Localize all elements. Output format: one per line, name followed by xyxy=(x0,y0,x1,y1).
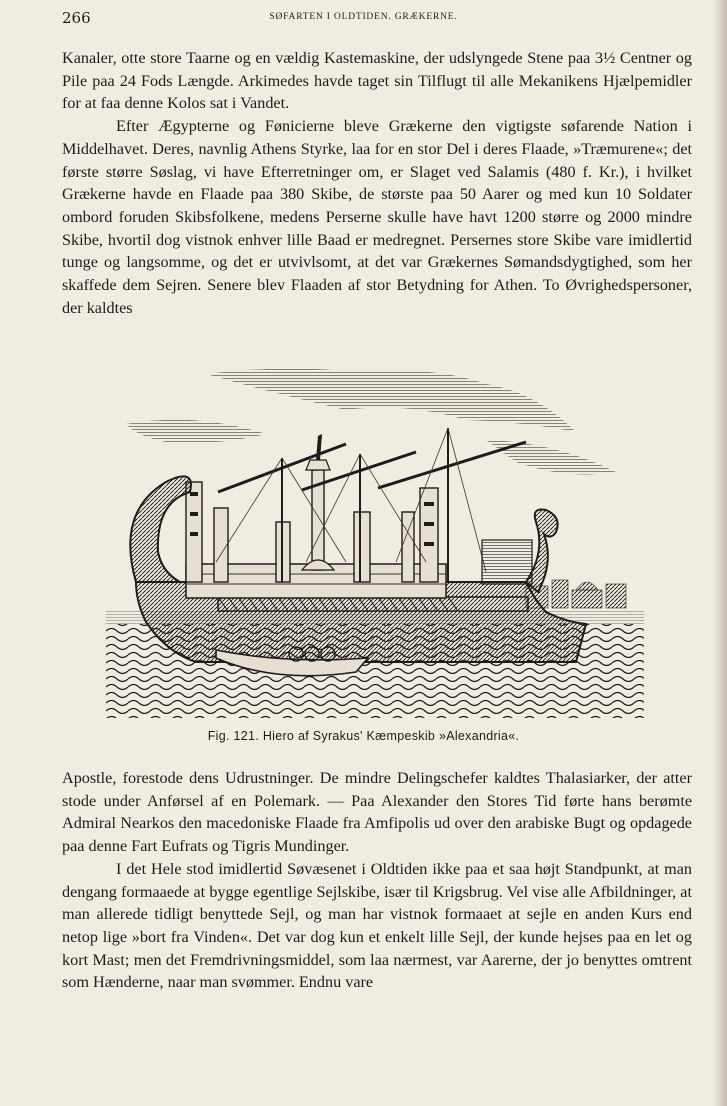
paragraph: Apostle, forestode dens Udrustninger. De mindre Delingschefer kaldtes Thalasiarker, der atter stode under Anførsel af en Polemark. — Paa Alexander den Stores Tid førte hans berømte Admiral Nearkos den macedoniske Flaade fra Amfipolis ud over den arabiske Bugt og opdagede paa denne Fart Eufrats og Tigris Mundinger. xyxy=(62,769,692,856)
page-edge-shadow xyxy=(713,0,727,1106)
paragraph: Efter Ægypterne og Fønicierne bleve Grækerne den vigtigste søfarende Nation i Middelhavet. Deres, navnlig Athens Styrke, laa for en stor Del i deres Flaade, »Træmurene«; det første større Søslag, vi have Efterretninger om, er Slaget ved Salamis (480 f. Kr.), i hvilket Grækerne havde en Flaade paa 380 Skibe, de største paa 50 Aarer og med kun 10 Soldater ombord foruden Skibsfolkene, medens Perserne skulle have havt 1200 større og 2000 mindre Skibe, hvortil dog vistnok enhver lille Baad er medregnet. Persernes store Skibe vare imidlertid tunge og langsomme, og det er utvivlsomt, at det var Grækernes Sømandsdygtighed, som her skaffede dem Sejren. Senere blev Flaaden af stor Betydning for Athen. To Øvrighedspersoner, der kaldtes xyxy=(62,117,692,317)
ship-illustration xyxy=(106,362,644,718)
paragraph: Kanaler, otte store Taarne og en vældig Kastemaskine, der udslyngede Stene paa 3½ Centner og Pile paa 24 Fods Længde. Arkimedes havde taget sin Tilflugt til alle Mekanikens Hjælpemidler for at faa denne Kolos sat i Vandet. xyxy=(62,49,692,113)
page-number: 266 xyxy=(62,9,91,27)
cloud xyxy=(486,440,616,474)
paragraph: I det Hele stod imidlertid Søvæsenet i Oldtiden ikke paa et saa højt Standpunkt, at man dengang formaaede at bygge egentlige Sejlskibe, især til Krigsbrug. Vel vise alle Afbildninger, at man allerede tidligt benyttede Sejl, og man har vistnok formaaet at sejle en anden Kurs end netop lige »bort fra Vinden«. Det var dog kun et enkelt lille Sejl, der kunde hejses paa en let og kort Mast; men det Fremdrivningsmiddel, som laa nærmest, var Aarerne, der jo benyttes omtrent som Hænderne, naar man svømmer. Endnu vare xyxy=(62,859,692,992)
ship-engraving xyxy=(106,362,644,718)
cloud xyxy=(206,368,576,432)
sails xyxy=(218,442,526,492)
cloud xyxy=(126,420,266,443)
stern-ornament xyxy=(130,476,191,582)
text-block-top xyxy=(62,47,692,319)
running-head: SØFARTEN I OLDTIDEN. GRÆKERNE. xyxy=(269,12,458,22)
text-block-bottom xyxy=(62,767,692,994)
figure-caption: Fig. 121. Hiero af Syrakus' Kæmpeskib »Alexandria«. xyxy=(207,729,520,743)
